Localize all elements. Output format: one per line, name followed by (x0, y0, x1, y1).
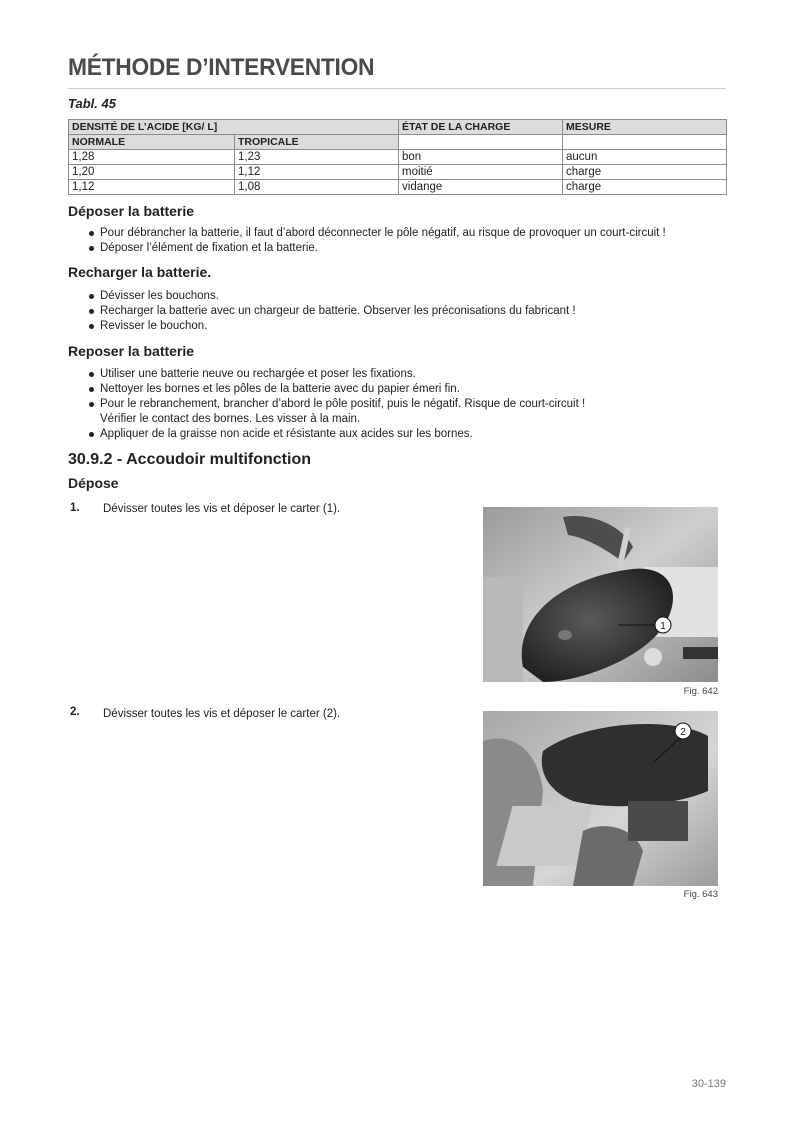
list-item: Déposer l’élément de fixation et la batterie. (88, 241, 728, 256)
section-title-reposer: Reposer la batterie (68, 343, 195, 359)
header-densite: DENSITÉ DE L’ACIDE [KG/ L] (69, 120, 399, 135)
title-divider (68, 88, 726, 89)
callout-label: 2 (680, 727, 686, 738)
table-row (69, 165, 727, 180)
callout-label: 1 (660, 621, 666, 632)
list-item: Utiliser une batterie neuve ou rechargée et poser les fixations. (88, 367, 728, 382)
list-item-line: Pour le rebranchement, brancher d’abord le pôle positif, puis le négatif. Risque de court-circuit ! (100, 398, 586, 410)
table-row (69, 150, 727, 165)
list-item: Appliquer de la graisse non acide et résistante aux acides sur les bornes. (88, 427, 728, 442)
step-number: 1. (70, 502, 80, 514)
cell-tropicale: 1,12 (235, 165, 399, 180)
header-etat: ÉTAT DE LA CHARGE (399, 120, 563, 135)
cell-etat: vidange (399, 180, 563, 195)
subsection-subtitle: Dépose (68, 475, 119, 491)
armrest-photo-illustration (483, 711, 718, 886)
header-blank (563, 135, 727, 150)
list-item: Revisser le bouchon. (88, 319, 728, 334)
list-item: Dévisser les bouchons. (88, 289, 728, 304)
table-caption: Tabl. 45 (68, 96, 116, 111)
cell-normale: 1,20 (69, 165, 235, 180)
cell-mesure: charge (563, 180, 727, 195)
cell-tropicale: 1,23 (235, 150, 399, 165)
list-item (88, 397, 728, 427)
subsection-title: 30.9.2 - Accoudoir multifonction (68, 451, 311, 468)
step-number: 2. (70, 706, 80, 718)
cell-tropicale: 1,08 (235, 180, 399, 195)
cell-mesure: charge (563, 165, 727, 180)
figure-caption: Fig. 642 (683, 686, 718, 697)
bullet-list-deposer (88, 226, 728, 256)
page-title: MÉTHODE D’INTERVENTION (68, 54, 375, 81)
header-normale: NORMALE (69, 135, 235, 150)
armrest-photo-illustration (483, 507, 718, 682)
header-tropicale: TROPICALE (235, 135, 399, 150)
bullet-list-recharger (88, 289, 728, 334)
list-item-line: Vérifier le contact des bornes. Les visser à la main. (100, 413, 361, 425)
cell-etat: bon (399, 150, 563, 165)
cell-normale: 1,12 (69, 180, 235, 195)
figure-caption: Fig. 643 (683, 889, 718, 900)
figure-photo-643 (483, 711, 718, 886)
page-number: 30-139 (691, 1078, 726, 1090)
header-mesure: MESURE (563, 120, 727, 135)
acid-density-table (68, 119, 727, 195)
bullet-list-reposer (88, 367, 728, 442)
cell-etat: moitié (399, 165, 563, 180)
table-header-row (69, 120, 727, 135)
cell-mesure: aucun (563, 150, 727, 165)
section-title-recharger: Recharger la batterie. (68, 264, 212, 280)
step-text: Dévisser toutes les vis et déposer le carter (2). (103, 708, 341, 720)
header-blank (399, 135, 563, 150)
cell-normale: 1,28 (69, 150, 235, 165)
table-subheader-row (69, 135, 727, 150)
section-title-deposer: Déposer la batterie (68, 203, 195, 219)
list-item: Pour débrancher la batterie, il faut d’abord déconnecter le pôle négatif, au risque de provoquer un court-circuit ! (88, 226, 728, 241)
step-text: Dévisser toutes les vis et déposer le carter (1). (103, 503, 341, 515)
list-item: Recharger la batterie avec un chargeur de batterie. Observer les préconisations du fabricant ! (88, 304, 728, 319)
table-row (69, 180, 727, 195)
figure-photo-642 (483, 507, 718, 682)
list-item: Nettoyer les bornes et les pôles de la batterie avec du papier émeri fin. (88, 382, 728, 397)
